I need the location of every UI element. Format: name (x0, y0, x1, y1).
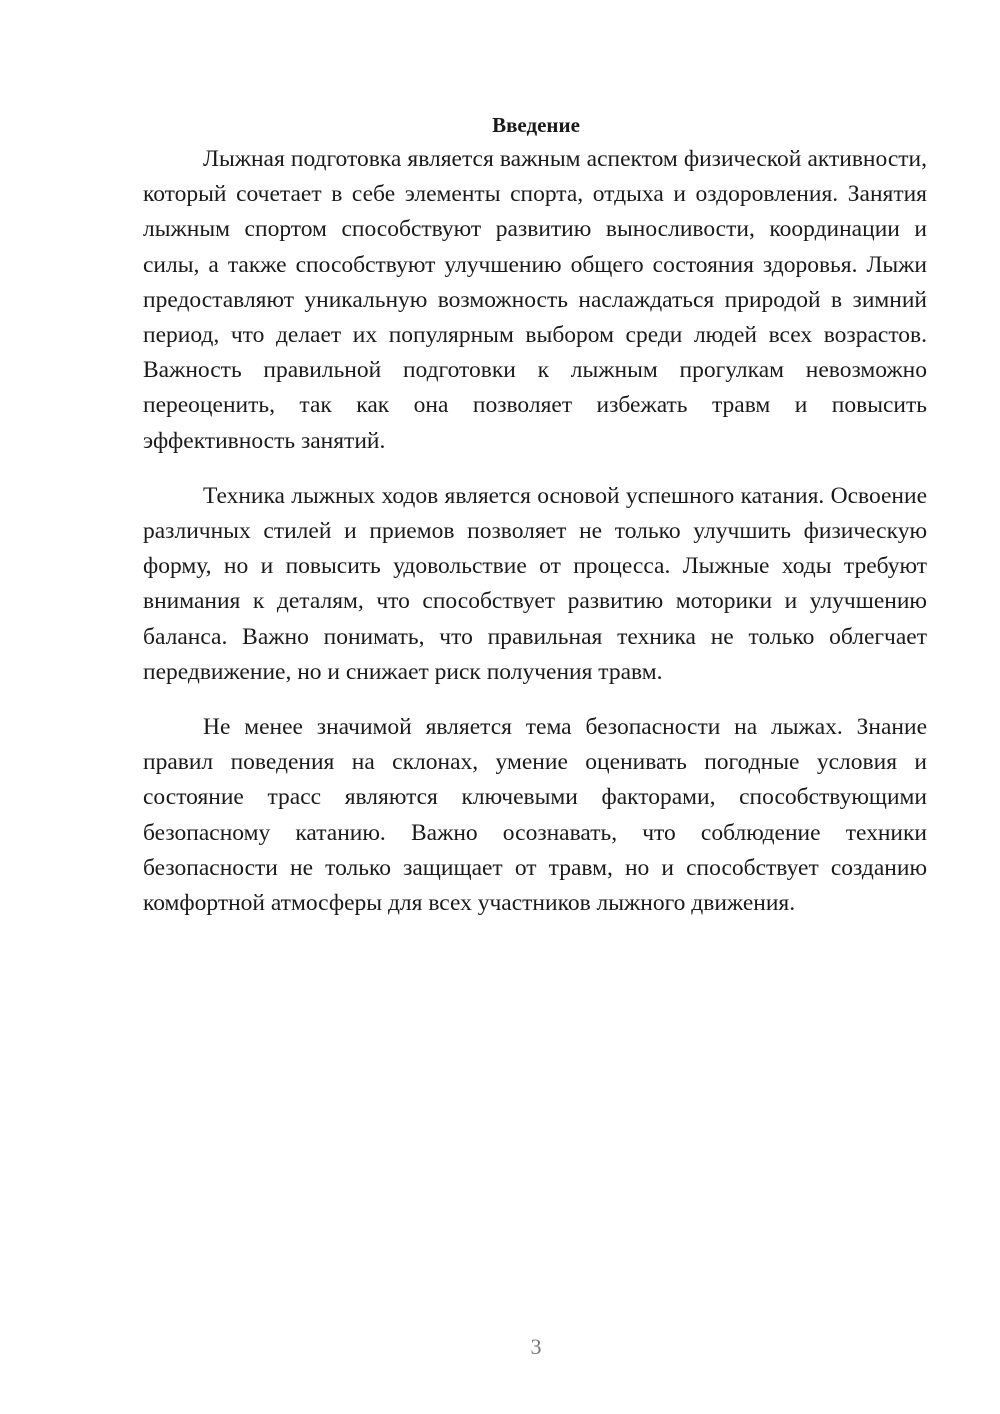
page-number: 3 (530, 1334, 542, 1359)
paragraph-intro: Лыжная подготовка является важным аспектом физической активности, который сочетает в себе элементы спорта, отдыха и оздоровления. Занятия лыжным спортом способствуют развитию выносливости, координации и силы, а также способствуют улучшению общего состояния здоровья. Лыжи предоставляют уникальную возможность наслаждаться природой в зимний период, что делает их популярным выбором среди людей всех возрастов. Важность правильной подготовки к лыжным прогулкам невозможно переоценить, так как она позволяет избежать травм и повысить эффективность занятий. (143, 146, 927, 454)
section-heading: Введение (492, 113, 580, 138)
body-text (143, 142, 927, 941)
paragraph-safety: Не менее значимой является тема безопасности на лыжах. Знание правил поведения на склонах, умение оценивать погодные условия и состояние трасс являются ключевыми факторами, способствующими безопасному катанию. Важно осознавать, что соблюдение техники безопасности не только защищает от травм, но и способствует созданию комфортной атмосферы для всех участников лыжного движения. (143, 714, 927, 917)
paragraph-technique: Техника лыжных ходов является основой успешного катания. Освоение различных стилей и приемов позволяет не только улучшить физическую форму, но и повысить удовольствие от процесса. Лыжные ходы требуют внимания к деталям, что способствует развитию моторики и улучшению баланса. Важно понимать, что правильная техника не только облегчает передвижение, но и снижает риск получения травм. (143, 482, 927, 685)
